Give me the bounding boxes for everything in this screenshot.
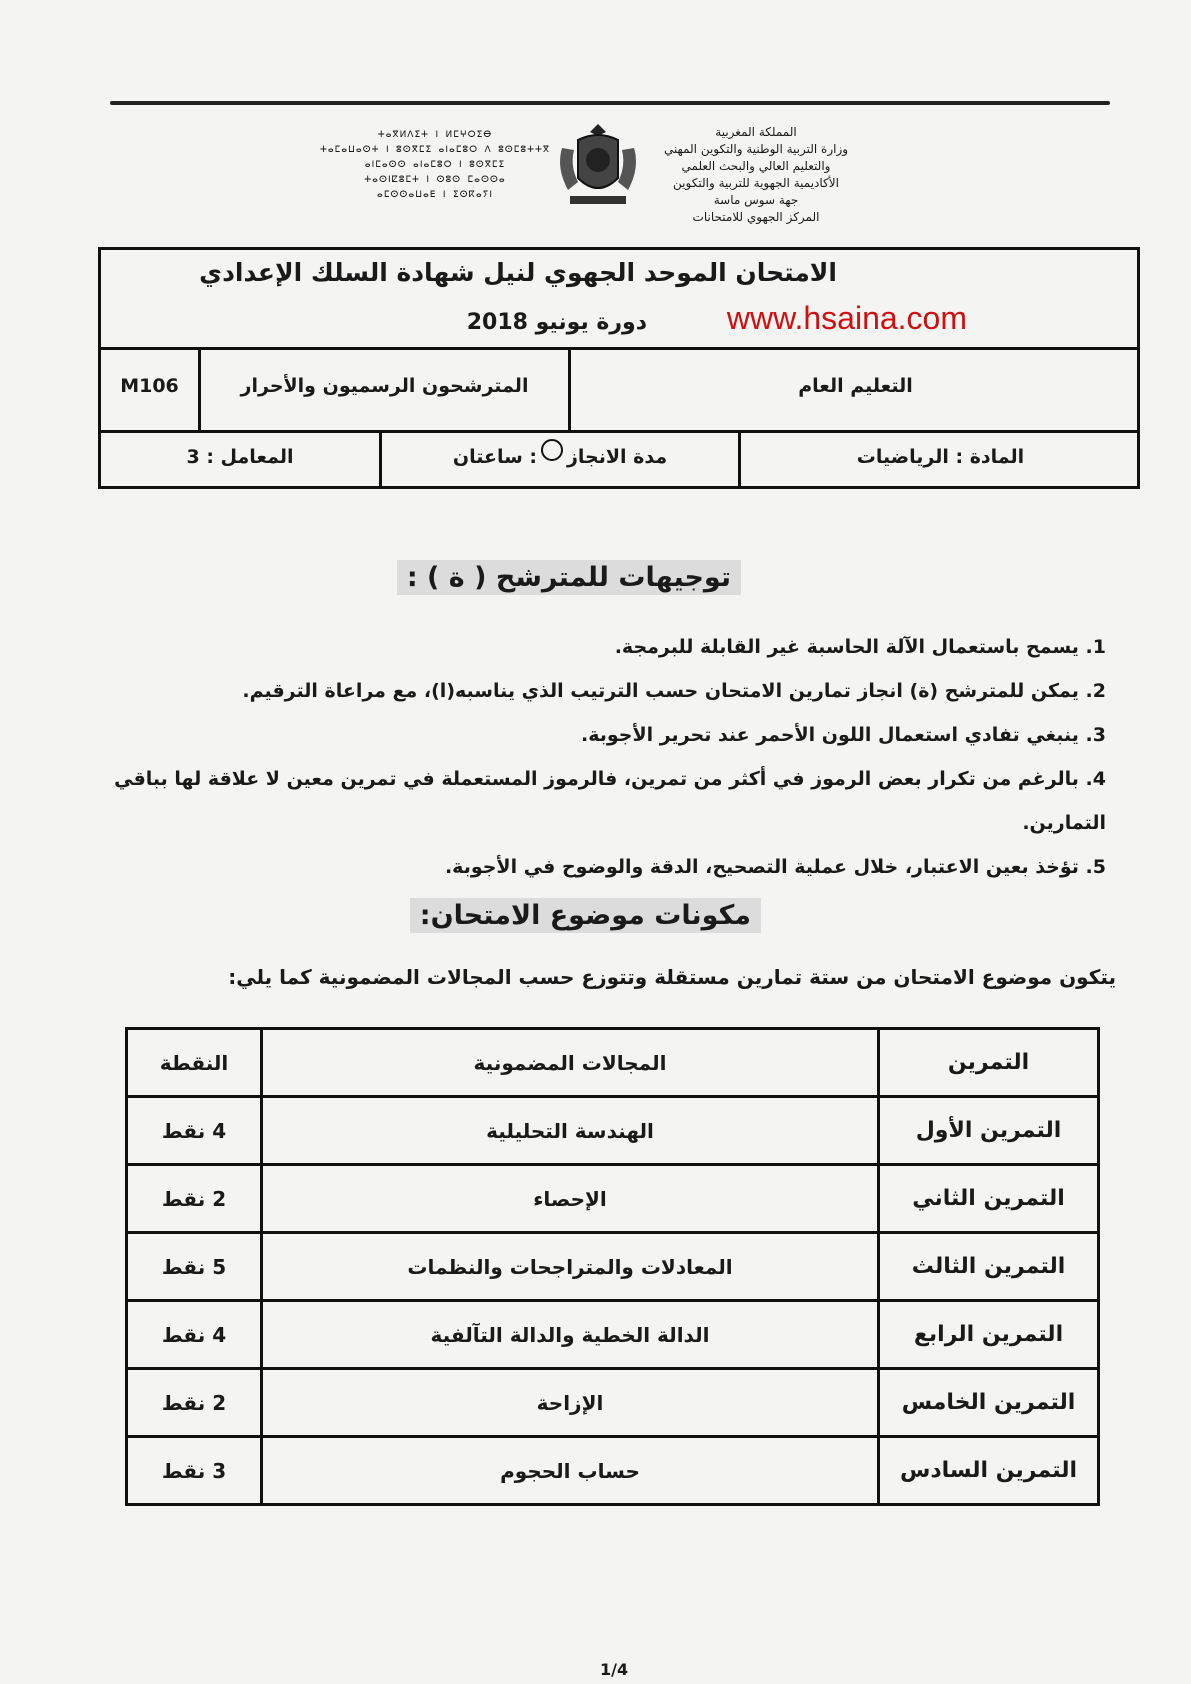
- table-row: [127, 1437, 1099, 1505]
- header-domain: المجالات المضمونية: [262, 1029, 879, 1097]
- org-line: ⵜⴰⵎⴰⵡⴰⵙⵜ ⵏ ⵓⵙⴳⵎⵉ ⴰⵏⴰⵎⵓⵔ ⴷ ⵓⵙⵎⵓⵜⵜⴳ: [319, 145, 551, 155]
- top-rule: [110, 101, 1110, 105]
- exam-code: M106: [120, 375, 179, 397]
- domain-cell: الإحصاء: [262, 1165, 879, 1233]
- exam-header-box: [98, 247, 1140, 489]
- domain-cell: الإزاحة: [262, 1369, 879, 1437]
- exercise-cell: التمرين الخامس: [879, 1369, 1099, 1437]
- table-header-row: [127, 1029, 1099, 1097]
- instruction-item: 5. تؤخذ بعين الاعتبار، خلال عملية التصحيح، الدقة والوضوح في الأجوبة.: [444, 856, 1106, 878]
- header-exercise: التمرين: [879, 1029, 1099, 1097]
- org-line: ⴰⵎⵙⵙⴰⵡⴰⴹ ⵏ ⵉⵙⴽⴰⵢⵏ: [377, 190, 493, 200]
- duration-cell: [382, 446, 738, 469]
- components-title: مكونات موضوع الامتحان:: [410, 898, 761, 933]
- exercise-cell: التمرين الأول: [879, 1097, 1099, 1165]
- org-line: وزارة التربية الوطنية والتكوين المهني: [663, 142, 849, 156]
- org-line: المركز الجهوي للامتحانات: [692, 210, 820, 224]
- website-watermark: www.hsaina.com: [726, 300, 967, 336]
- exam-title: الامتحان الموحد الجهوي لنيل شهادة السلك الإعدادي: [199, 258, 837, 287]
- instruction-item: 3. ينبغي تفادي استعمال اللون الأحمر عند تحرير الأجوبة.: [580, 724, 1106, 746]
- domain-cell: الدالة الخطية والدالة التآلفية: [262, 1301, 879, 1369]
- domain-cell: حساب الحجوم: [262, 1437, 879, 1505]
- exercise-cell: التمرين السادس: [879, 1437, 1099, 1505]
- duration-label: مدة الانجاز: [566, 446, 668, 468]
- header-points: النقطة: [127, 1029, 262, 1097]
- org-line: المملكة المغربية: [715, 125, 797, 139]
- divider: [101, 347, 1137, 350]
- org-line: والتعليم العالي والبحث العلمي: [681, 159, 831, 173]
- domain-cell: الهندسة التحليلية: [262, 1097, 879, 1165]
- points-cell: 3 نقط: [127, 1437, 262, 1505]
- org-line: ⴰⵏⵎⴰⵙⵙ ⴰⵏⴰⵎⵓⵔ ⵏ ⵓⵙⴳⵎⵉ: [364, 160, 506, 170]
- instruction-item: 1. يسمح باستعمال الآلة الحاسبة غير القابلة للبرمجة.: [614, 636, 1106, 658]
- education-track: التعليم العام: [798, 375, 913, 397]
- table-row: [127, 1233, 1099, 1301]
- table-row: [127, 1165, 1099, 1233]
- table-row: [127, 1369, 1099, 1437]
- domain-cell: المعادلات والمتراجحات والنظمات: [262, 1233, 879, 1301]
- points-cell: 4 نقط: [127, 1301, 262, 1369]
- org-line: ⵜⴰⴳⵍⴷⵉⵜ ⵏ ⵍⵎⵖⵔⵉⴱ: [377, 130, 493, 140]
- ministry-header-arabic: [651, 124, 861, 226]
- points-cell: 2 نقط: [127, 1369, 262, 1437]
- divider: [101, 430, 1137, 433]
- ministry-header-tifinagh: [300, 128, 570, 203]
- instructions-title: توجيهات للمترشح ( ة ) :: [397, 560, 741, 595]
- exercise-cell: التمرين الثالث: [879, 1233, 1099, 1301]
- org-line: جهة سوس ماسة: [713, 193, 799, 207]
- instruction-item: 2. يمكن للمترشح (ة) انجاز تمارين الامتحان حسب الترتيب الذي يناسبه(ا)، مع مراعاة الترقيم.: [242, 680, 1106, 702]
- instructions-list: [106, 625, 1106, 889]
- org-line: ⵜⴰⵙⵏⵇⵓⵎⵜ ⵏ ⵙⵓⵙ ⵎⴰⵙⵙⴰ: [364, 175, 506, 185]
- instruction-item: 4. بالرغم من تكرار بعض الرموز في أكثر من تمرين، فالرموز المستعملة في تمرين معين لا علاقة لها بباقي التمارين.: [114, 768, 1106, 834]
- exam-session: دورة يونيو 2018: [466, 310, 647, 335]
- components-table: [125, 1027, 1100, 1506]
- candidates-type: المترشحون الرسميون والأحرار: [240, 375, 529, 397]
- points-cell: 2 نقط: [127, 1165, 262, 1233]
- components-intro: يتكون موضوع الامتحان من ستة تمارين مستقلة وتتوزع حسب المجالات المضمونية كما يلي:: [228, 965, 1116, 989]
- points-cell: 4 نقط: [127, 1097, 262, 1165]
- duration-value: : ساعتان: [452, 446, 537, 468]
- page-number: 1/4: [600, 1660, 629, 1679]
- coefficient: المعامل : 3: [186, 446, 294, 468]
- exercise-cell: التمرين الثاني: [879, 1165, 1099, 1233]
- points-cell: 5 نقط: [127, 1233, 262, 1301]
- table-row: [127, 1301, 1099, 1369]
- exercise-cell: التمرين الرابع: [879, 1301, 1099, 1369]
- table-row: [127, 1097, 1099, 1165]
- subject: المادة : الرياضيات: [856, 446, 1025, 468]
- clock-icon: [541, 439, 563, 461]
- org-line: الأكاديمية الجهوية للتربية والتكوين: [673, 176, 839, 190]
